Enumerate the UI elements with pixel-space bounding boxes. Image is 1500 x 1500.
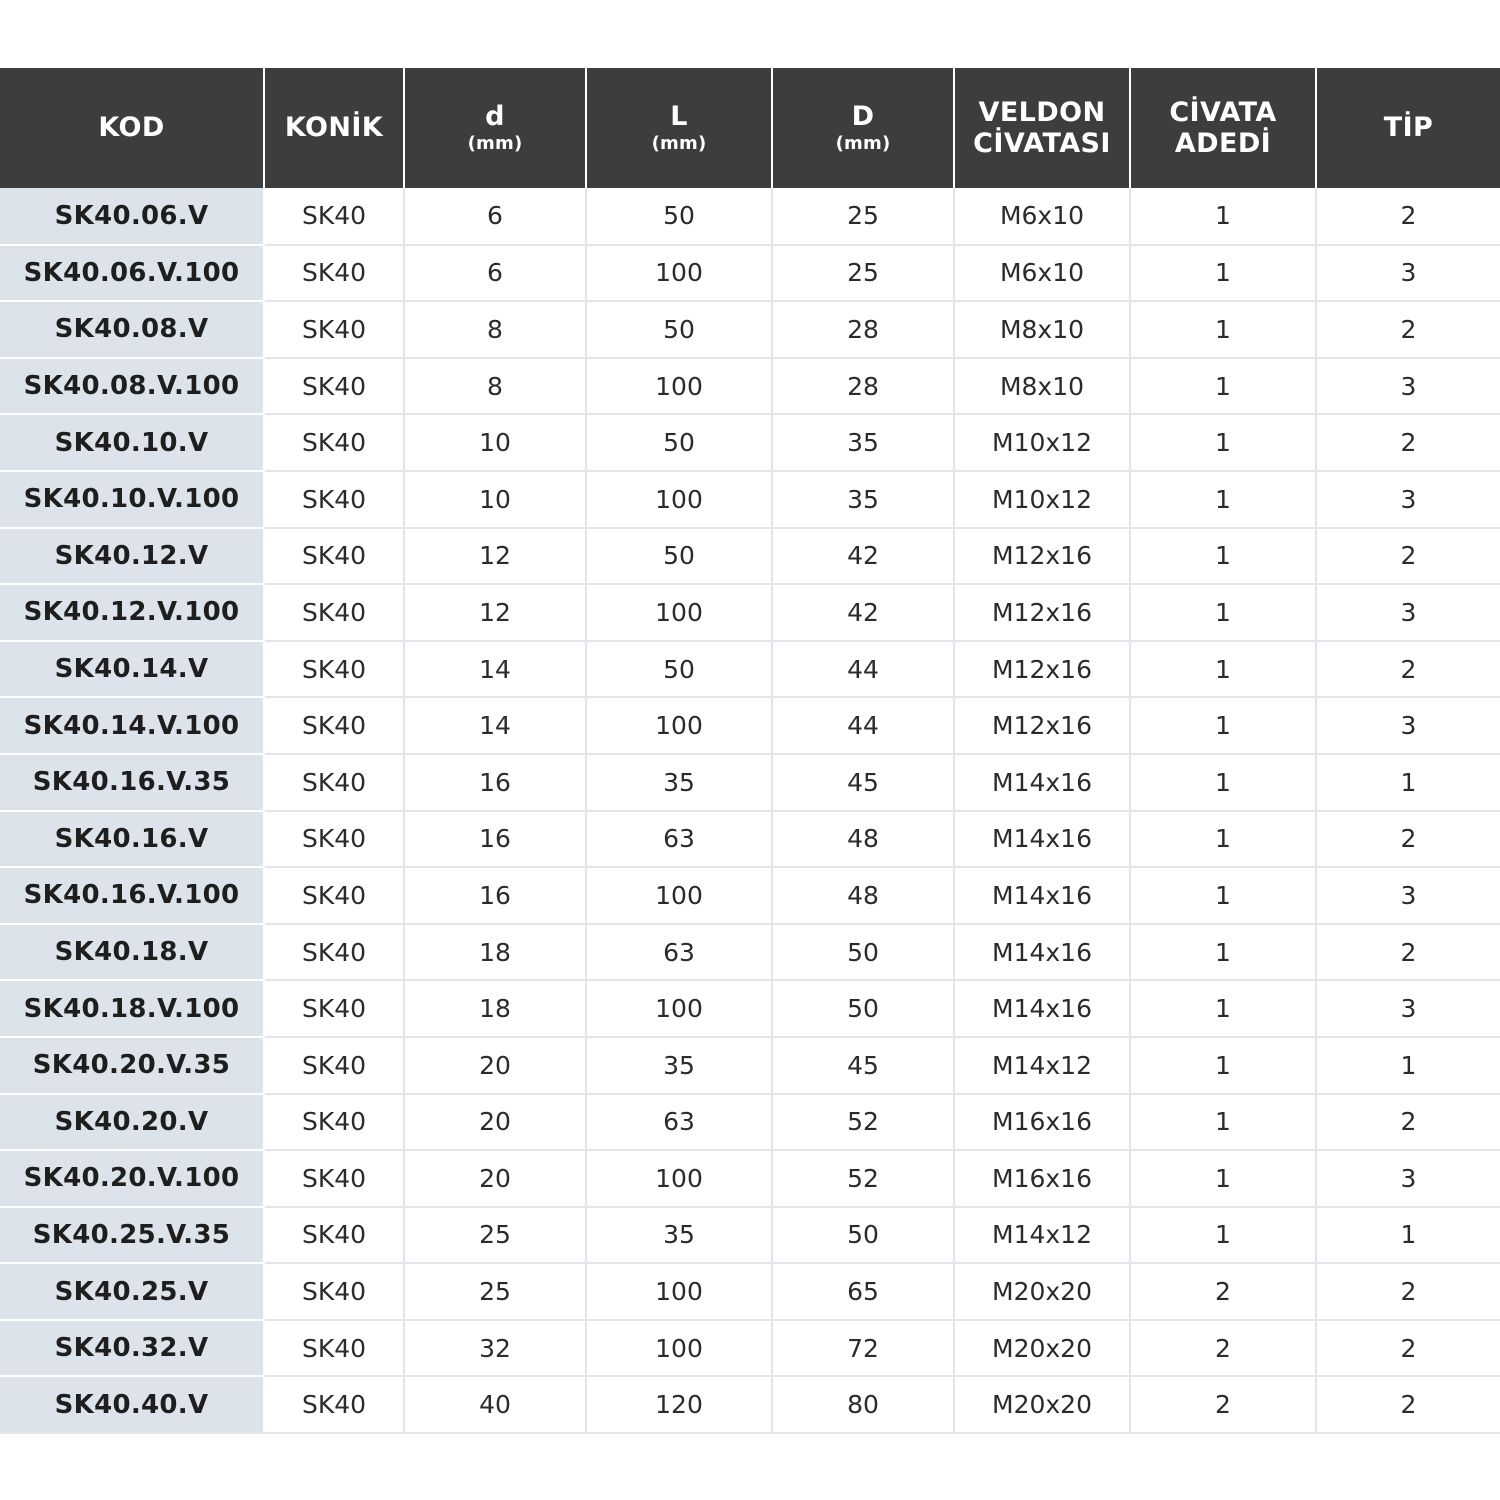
cell-kod: SK40.20.V.35 <box>0 1037 264 1094</box>
column-header-l-unit: (mm) <box>651 133 707 155</box>
cell-l: 63 <box>586 1094 772 1151</box>
header-row <box>0 68 1500 188</box>
cell-l: 63 <box>586 811 772 868</box>
cell-konik: SK40 <box>264 1150 404 1207</box>
cell-kod: SK40.14.V.100 <box>0 697 264 754</box>
cell-l: 100 <box>586 1263 772 1320</box>
table-row <box>0 414 1500 471</box>
cell-veldon: M12x16 <box>954 584 1130 641</box>
cell-adet: 1 <box>1130 528 1316 585</box>
cell-dd: 44 <box>772 641 954 698</box>
cell-l: 100 <box>586 584 772 641</box>
cell-dd: 35 <box>772 414 954 471</box>
column-header-l-label: L <box>670 100 688 132</box>
cell-konik: SK40 <box>264 301 404 358</box>
column-header-kod <box>0 68 264 188</box>
cell-dd: 44 <box>772 697 954 754</box>
cell-d: 6 <box>404 188 586 245</box>
cell-kod: SK40.06.V <box>0 188 264 245</box>
column-header-l <box>586 68 772 188</box>
cell-dd: 25 <box>772 245 954 302</box>
cell-d: 20 <box>404 1094 586 1151</box>
cell-tip: 3 <box>1316 697 1500 754</box>
cell-kod: SK40.16.V.35 <box>0 754 264 811</box>
cell-konik: SK40 <box>264 1207 404 1264</box>
cell-kod: SK40.10.V <box>0 414 264 471</box>
cell-tip: 3 <box>1316 584 1500 641</box>
table-row <box>0 1320 1500 1377</box>
cell-konik: SK40 <box>264 811 404 868</box>
cell-konik: SK40 <box>264 1320 404 1377</box>
cell-d: 18 <box>404 924 586 981</box>
cell-konik: SK40 <box>264 1263 404 1320</box>
cell-d: 40 <box>404 1376 586 1433</box>
cell-tip: 2 <box>1316 641 1500 698</box>
cell-veldon: M8x10 <box>954 301 1130 358</box>
cell-kod: SK40.18.V.100 <box>0 980 264 1037</box>
cell-tip: 2 <box>1316 1320 1500 1377</box>
column-header-kod-label: KOD <box>98 111 165 143</box>
cell-adet: 1 <box>1130 811 1316 868</box>
cell-adet: 1 <box>1130 188 1316 245</box>
cell-kod: SK40.08.V <box>0 301 264 358</box>
cell-tip: 1 <box>1316 1207 1500 1264</box>
table-row <box>0 358 1500 415</box>
cell-veldon: M14x16 <box>954 754 1130 811</box>
cell-l: 50 <box>586 301 772 358</box>
cell-veldon: M14x16 <box>954 867 1130 924</box>
cell-d: 14 <box>404 697 586 754</box>
cell-l: 35 <box>586 754 772 811</box>
column-header-veldon-label: VELDON CİVATASI <box>973 96 1111 159</box>
cell-adet: 1 <box>1130 414 1316 471</box>
cell-konik: SK40 <box>264 980 404 1037</box>
cell-konik: SK40 <box>264 754 404 811</box>
cell-tip: 2 <box>1316 414 1500 471</box>
column-header-adet-label: CİVATA ADEDİ <box>1169 96 1277 159</box>
cell-dd: 45 <box>772 754 954 811</box>
cell-d: 6 <box>404 245 586 302</box>
cell-veldon: M6x10 <box>954 245 1130 302</box>
cell-konik: SK40 <box>264 1094 404 1151</box>
table-row <box>0 1094 1500 1151</box>
cell-adet: 2 <box>1130 1320 1316 1377</box>
cell-dd: 28 <box>772 301 954 358</box>
cell-veldon: M8x10 <box>954 358 1130 415</box>
cell-d: 10 <box>404 414 586 471</box>
cell-adet: 1 <box>1130 358 1316 415</box>
table-row <box>0 188 1500 245</box>
cell-dd: 42 <box>772 528 954 585</box>
cell-konik: SK40 <box>264 528 404 585</box>
cell-konik: SK40 <box>264 697 404 754</box>
cell-tip: 2 <box>1316 924 1500 981</box>
column-header-tip-label: TİP <box>1383 111 1434 143</box>
specification-table <box>0 68 1500 1434</box>
cell-adet: 1 <box>1130 245 1316 302</box>
table-row <box>0 245 1500 302</box>
cell-veldon: M12x16 <box>954 641 1130 698</box>
cell-l: 100 <box>586 980 772 1037</box>
cell-d: 12 <box>404 528 586 585</box>
cell-dd: 35 <box>772 471 954 528</box>
cell-l: 50 <box>586 414 772 471</box>
cell-konik: SK40 <box>264 188 404 245</box>
cell-dd: 25 <box>772 188 954 245</box>
cell-dd: 80 <box>772 1376 954 1433</box>
cell-tip: 3 <box>1316 245 1500 302</box>
cell-adet: 1 <box>1130 471 1316 528</box>
cell-dd: 52 <box>772 1094 954 1151</box>
cell-l: 35 <box>586 1207 772 1264</box>
column-header-dd-unit: (mm) <box>835 133 891 155</box>
cell-veldon: M14x16 <box>954 811 1130 868</box>
cell-tip: 2 <box>1316 1263 1500 1320</box>
cell-veldon: M10x12 <box>954 414 1130 471</box>
table-row <box>0 1150 1500 1207</box>
cell-l: 100 <box>586 697 772 754</box>
cell-d: 18 <box>404 980 586 1037</box>
cell-dd: 50 <box>772 924 954 981</box>
cell-kod: SK40.25.V.35 <box>0 1207 264 1264</box>
cell-veldon: M12x16 <box>954 697 1130 754</box>
cell-dd: 28 <box>772 358 954 415</box>
cell-l: 120 <box>586 1376 772 1433</box>
cell-d: 16 <box>404 754 586 811</box>
table-row <box>0 641 1500 698</box>
cell-konik: SK40 <box>264 584 404 641</box>
column-header-veldon <box>954 68 1130 188</box>
cell-konik: SK40 <box>264 867 404 924</box>
cell-tip: 2 <box>1316 188 1500 245</box>
column-header-konik-label: KONİK <box>284 111 384 143</box>
table-row <box>0 1037 1500 1094</box>
cell-d: 20 <box>404 1150 586 1207</box>
cell-veldon: M14x12 <box>954 1037 1130 1094</box>
cell-l: 63 <box>586 924 772 981</box>
cell-dd: 50 <box>772 1207 954 1264</box>
cell-d: 12 <box>404 584 586 641</box>
table-header <box>0 68 1500 188</box>
cell-adet: 2 <box>1130 1376 1316 1433</box>
cell-adet: 1 <box>1130 584 1316 641</box>
table-row <box>0 471 1500 528</box>
cell-d: 20 <box>404 1037 586 1094</box>
column-header-d-label: d <box>485 100 505 132</box>
table-row <box>0 697 1500 754</box>
cell-d: 25 <box>404 1207 586 1264</box>
table-row <box>0 1207 1500 1264</box>
table-body <box>0 188 1500 1433</box>
cell-d: 16 <box>404 867 586 924</box>
table-row <box>0 528 1500 585</box>
cell-kod: SK40.20.V.100 <box>0 1150 264 1207</box>
cell-veldon: M16x16 <box>954 1094 1130 1151</box>
cell-adet: 1 <box>1130 697 1316 754</box>
cell-l: 100 <box>586 1320 772 1377</box>
cell-kod: SK40.12.V.100 <box>0 584 264 641</box>
column-header-dd-label: D <box>851 100 875 132</box>
cell-l: 100 <box>586 358 772 415</box>
cell-adet: 2 <box>1130 1263 1316 1320</box>
cell-dd: 48 <box>772 811 954 868</box>
cell-adet: 1 <box>1130 301 1316 358</box>
column-header-konik <box>264 68 404 188</box>
cell-tip: 2 <box>1316 811 1500 868</box>
cell-tip: 3 <box>1316 358 1500 415</box>
column-header-tip <box>1316 68 1500 188</box>
table-row <box>0 1376 1500 1433</box>
cell-dd: 42 <box>772 584 954 641</box>
cell-veldon: M14x16 <box>954 924 1130 981</box>
cell-kod: SK40.32.V <box>0 1320 264 1377</box>
column-header-d <box>404 68 586 188</box>
cell-veldon: M20x20 <box>954 1320 1130 1377</box>
cell-veldon: M12x16 <box>954 528 1130 585</box>
cell-kod: SK40.20.V <box>0 1094 264 1151</box>
cell-konik: SK40 <box>264 471 404 528</box>
cell-tip: 1 <box>1316 1037 1500 1094</box>
cell-dd: 72 <box>772 1320 954 1377</box>
cell-adet: 1 <box>1130 641 1316 698</box>
cell-d: 10 <box>404 471 586 528</box>
cell-kod: SK40.25.V <box>0 1263 264 1320</box>
cell-konik: SK40 <box>264 358 404 415</box>
cell-veldon: M16x16 <box>954 1150 1130 1207</box>
cell-tip: 3 <box>1316 980 1500 1037</box>
cell-adet: 1 <box>1130 867 1316 924</box>
cell-adet: 1 <box>1130 1094 1316 1151</box>
cell-dd: 48 <box>772 867 954 924</box>
cell-veldon: M10x12 <box>954 471 1130 528</box>
cell-konik: SK40 <box>264 1376 404 1433</box>
table-row <box>0 584 1500 641</box>
cell-kod: SK40.18.V <box>0 924 264 981</box>
cell-l: 50 <box>586 528 772 585</box>
cell-adet: 1 <box>1130 754 1316 811</box>
cell-l: 100 <box>586 1150 772 1207</box>
cell-dd: 45 <box>772 1037 954 1094</box>
cell-tip: 2 <box>1316 1094 1500 1151</box>
cell-tip: 2 <box>1316 528 1500 585</box>
table-row <box>0 1263 1500 1320</box>
cell-adet: 1 <box>1130 980 1316 1037</box>
cell-kod: SK40.06.V.100 <box>0 245 264 302</box>
cell-veldon: M20x20 <box>954 1376 1130 1433</box>
cell-veldon: M14x16 <box>954 980 1130 1037</box>
cell-kod: SK40.14.V <box>0 641 264 698</box>
table-row <box>0 867 1500 924</box>
table-row <box>0 924 1500 981</box>
cell-adet: 1 <box>1130 924 1316 981</box>
cell-l: 50 <box>586 641 772 698</box>
cell-konik: SK40 <box>264 1037 404 1094</box>
cell-kod: SK40.40.V <box>0 1376 264 1433</box>
cell-d: 16 <box>404 811 586 868</box>
cell-d: 8 <box>404 301 586 358</box>
cell-konik: SK40 <box>264 641 404 698</box>
cell-l: 100 <box>586 867 772 924</box>
cell-d: 8 <box>404 358 586 415</box>
cell-l: 35 <box>586 1037 772 1094</box>
cell-konik: SK40 <box>264 245 404 302</box>
column-header-d-unit: (mm) <box>467 133 523 155</box>
cell-adet: 1 <box>1130 1037 1316 1094</box>
cell-tip: 3 <box>1316 1150 1500 1207</box>
table-row <box>0 754 1500 811</box>
cell-veldon: M20x20 <box>954 1263 1130 1320</box>
cell-kod: SK40.08.V.100 <box>0 358 264 415</box>
cell-l: 100 <box>586 245 772 302</box>
cell-veldon: M14x12 <box>954 1207 1130 1264</box>
cell-kod: SK40.16.V <box>0 811 264 868</box>
cell-d: 25 <box>404 1263 586 1320</box>
cell-kod: SK40.16.V.100 <box>0 867 264 924</box>
cell-adet: 1 <box>1130 1207 1316 1264</box>
cell-konik: SK40 <box>264 414 404 471</box>
cell-adet: 1 <box>1130 1150 1316 1207</box>
cell-veldon: M6x10 <box>954 188 1130 245</box>
cell-dd: 52 <box>772 1150 954 1207</box>
cell-tip: 2 <box>1316 301 1500 358</box>
column-header-adet <box>1130 68 1316 188</box>
cell-dd: 65 <box>772 1263 954 1320</box>
table-row <box>0 301 1500 358</box>
cell-d: 32 <box>404 1320 586 1377</box>
table-row <box>0 811 1500 868</box>
cell-l: 50 <box>586 188 772 245</box>
cell-konik: SK40 <box>264 924 404 981</box>
cell-l: 100 <box>586 471 772 528</box>
cell-kod: SK40.12.V <box>0 528 264 585</box>
cell-tip: 2 <box>1316 1376 1500 1433</box>
cell-kod: SK40.10.V.100 <box>0 471 264 528</box>
cell-dd: 50 <box>772 980 954 1037</box>
cell-tip: 3 <box>1316 867 1500 924</box>
cell-tip: 3 <box>1316 471 1500 528</box>
cell-tip: 1 <box>1316 754 1500 811</box>
table-row <box>0 980 1500 1037</box>
cell-d: 14 <box>404 641 586 698</box>
column-header-dd <box>772 68 954 188</box>
